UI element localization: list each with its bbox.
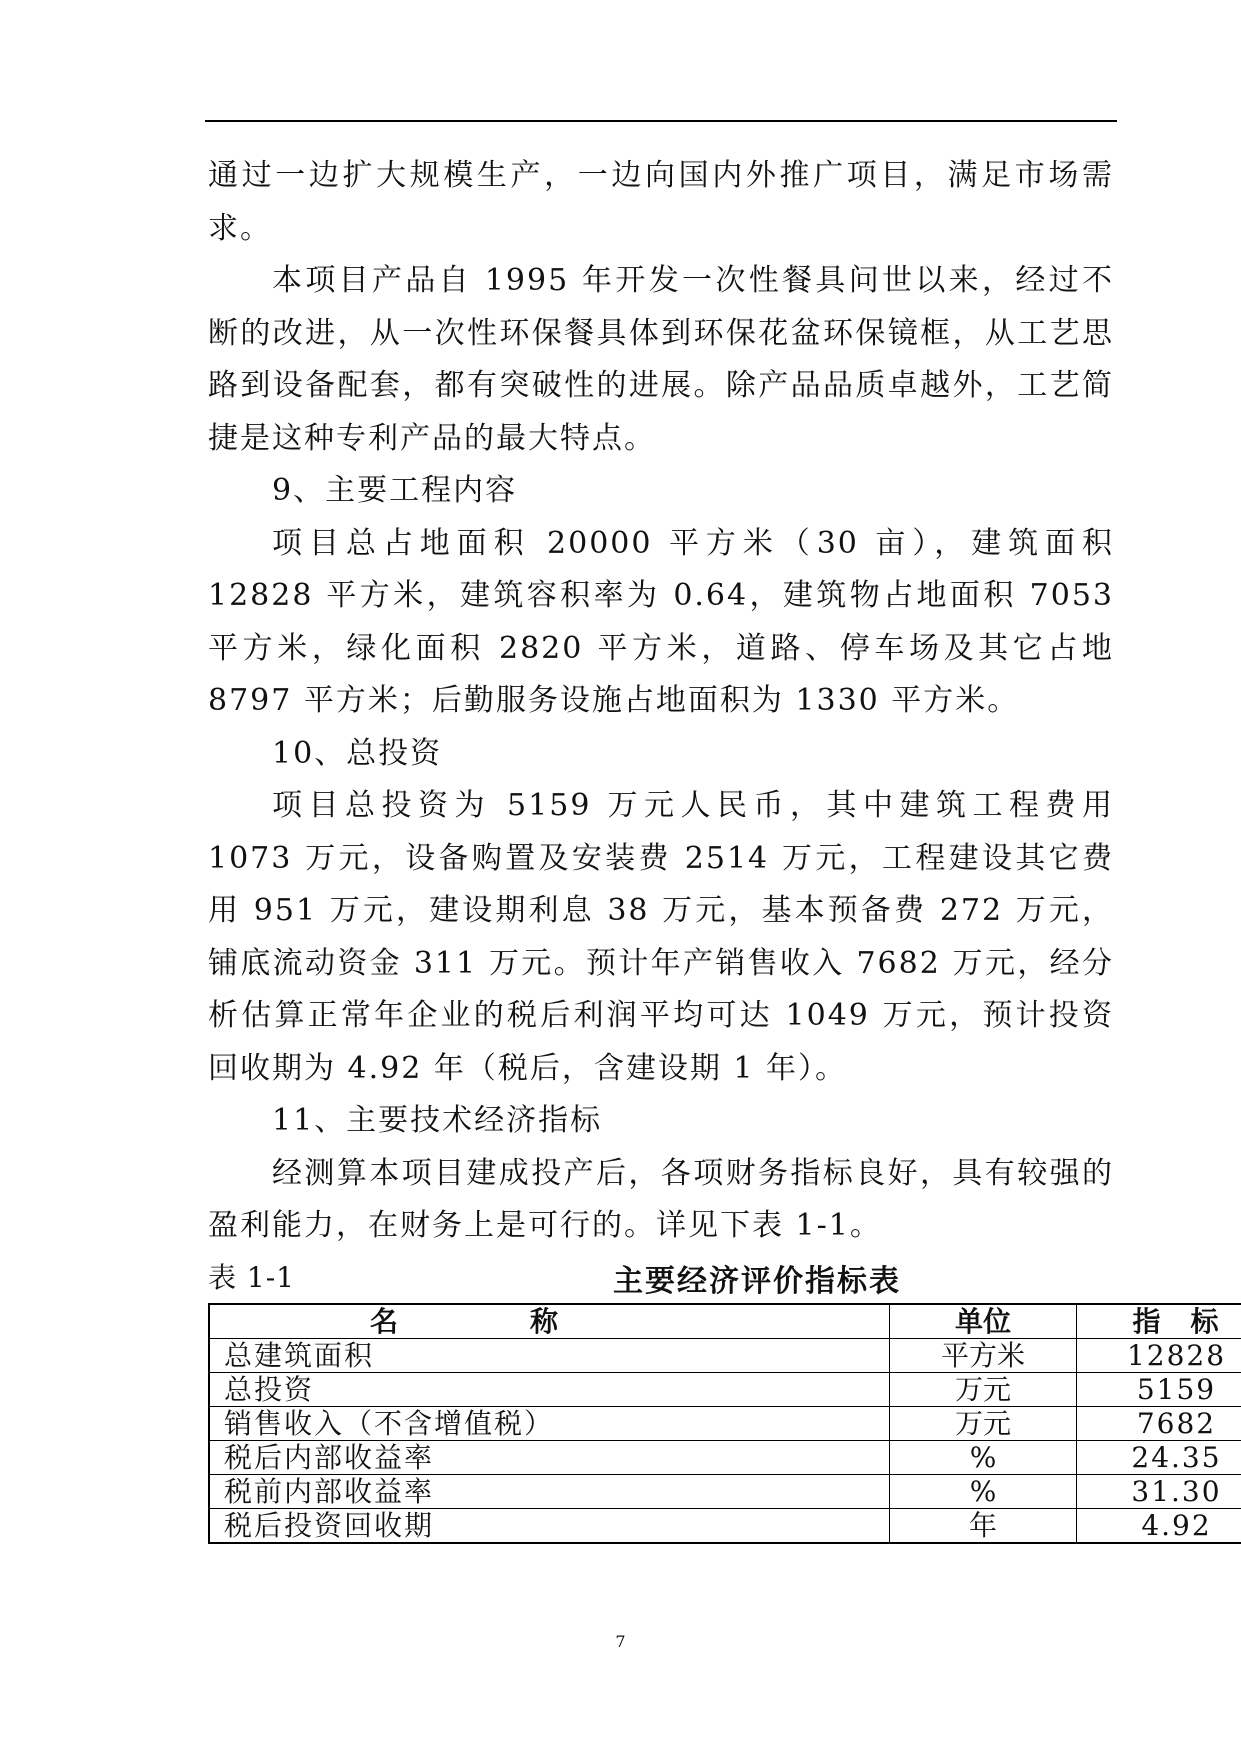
row-unit: %	[890, 1475, 1077, 1509]
header-rule	[205, 120, 1117, 122]
table-row	[209, 1441, 1241, 1475]
paragraph-total-investment: 项目总投资为 5159 万元人民币，其中建筑工程费用 1073 万元，设备购置及安装费 2514 万元，工程建设其它费用 951 万元，建设期利息 38 万元，基本预备费 272 万元，铺底流动资金 311 万元。预计年产销售收入 7682 万元，经分析估算正常年企业的税后利润平均可达 1049 万元，预计投资回收期为 4.92 年（税后，含建设期 1 年）。	[208, 788, 1114, 1086]
table-title: 主要经济评价指标表	[613, 1264, 901, 1299]
table-row	[209, 1339, 1241, 1373]
row-name: 税后投资回收期	[209, 1509, 890, 1544]
row-unit: %	[890, 1441, 1077, 1475]
heading-total-investment: 10、总投资	[272, 735, 443, 771]
row-unit: 万元	[890, 1407, 1077, 1441]
row-value: 12828	[1077, 1339, 1241, 1373]
table-row	[209, 1475, 1241, 1509]
row-name: 税后内部收益率	[209, 1441, 890, 1475]
row-unit: 平方米	[890, 1339, 1077, 1373]
row-value: 5159	[1077, 1373, 1241, 1407]
row-name: 税前内部收益率	[209, 1475, 890, 1509]
heading-economic-indicators: 11、主要技术经济指标	[272, 1103, 603, 1138]
heading-main-works: 9、主要工程内容	[272, 473, 518, 508]
table-row	[209, 1373, 1241, 1407]
body-text	[208, 150, 1114, 1253]
row-unit: 万元	[890, 1373, 1077, 1407]
table-number: 表 1-1	[208, 1261, 295, 1294]
header-value-part2: 标	[1190, 1305, 1221, 1338]
header-unit: 单位	[890, 1304, 1077, 1339]
page-number: 7	[615, 1632, 626, 1651]
paragraph-market: 通过一边扩大规模生产，一边向国内外推广项目，满足市场需求。	[208, 158, 1114, 246]
economic-indicators-table	[208, 1303, 1241, 1544]
table-row	[209, 1509, 1241, 1544]
table-caption	[208, 1256, 1114, 1299]
table-row	[209, 1407, 1241, 1441]
paragraph-product-history: 本项目产品自 1995 年开发一次性餐具问世以来，经过不断的改进，从一次性环保餐具体到环保花盆环保镜框，从工艺思路到设备配套，都有突破性的进展。除产品品质卓越外，工艺简捷是这种专利产品的最大特点。	[208, 263, 1114, 456]
header-name-part1: 名	[370, 1305, 401, 1338]
paragraph-economic-indicators: 经测算本项目建成投产后，各项财务指标良好，具有较强的盈利能力，在财务上是可行的。详见下表 1-1。	[208, 1155, 1114, 1243]
row-value: 4.92	[1077, 1509, 1241, 1544]
row-unit: 年	[890, 1509, 1077, 1544]
row-value: 7682	[1077, 1407, 1241, 1441]
row-name: 销售收入（不含增值税）	[209, 1407, 890, 1441]
header-value	[1077, 1304, 1241, 1339]
header-name	[209, 1304, 890, 1339]
row-value: 24.35	[1077, 1441, 1241, 1475]
row-value: 31.30	[1077, 1475, 1241, 1509]
row-name: 总投资	[209, 1373, 890, 1407]
header-value-part1: 指	[1132, 1305, 1163, 1338]
paragraph-main-works: 项目总占地面积 20000 平方米（30 亩），建筑面积 12828 平方米，建筑容积率为 0.64，建筑物占地面积 7053 平方米，绿化面积 2820 平方米，道路、停车场及其它占地 8797 平方米；后勤服务设施占地面积为 1330 平方米。	[208, 525, 1114, 718]
header-name-part2: 称	[530, 1305, 561, 1338]
table-header-row	[209, 1304, 1241, 1339]
row-name: 总建筑面积	[209, 1339, 890, 1373]
